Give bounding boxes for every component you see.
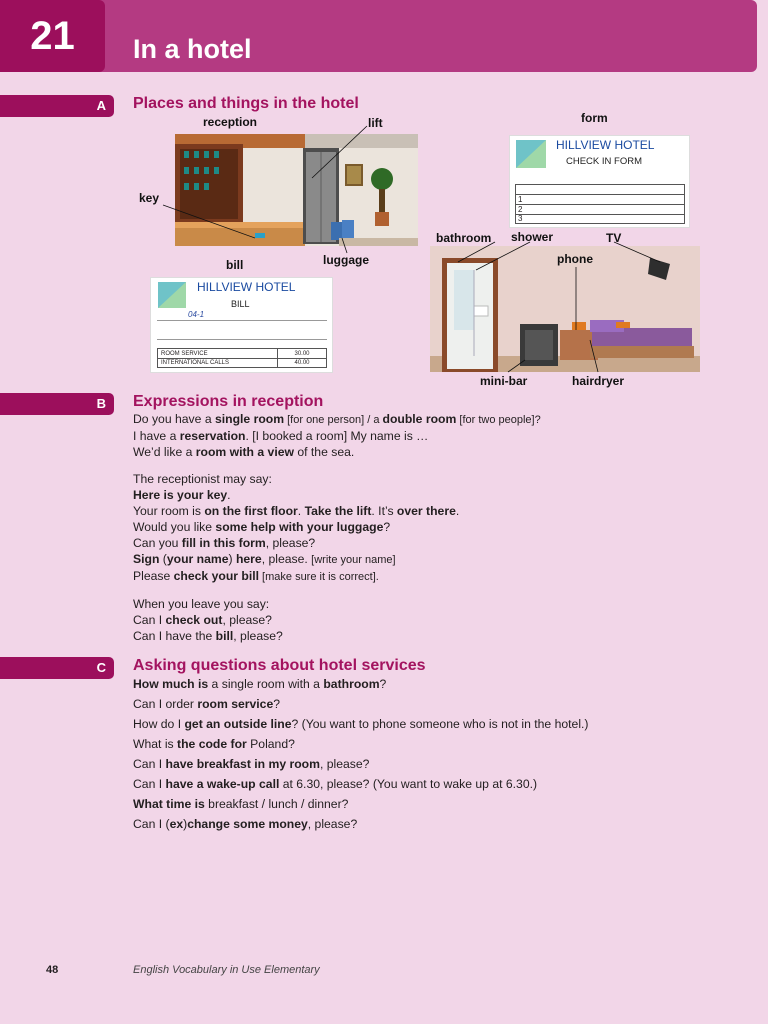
- label-bill: bill: [226, 258, 244, 272]
- text-line: Do you have a single room [for one person] / a double room [for two people]?: [133, 412, 541, 426]
- text-line: What time is breakfast / lunch / dinner?: [133, 797, 349, 811]
- section-c-tab: C: [0, 657, 114, 679]
- bill-hotel-name: HILLVIEW HOTEL: [197, 280, 296, 294]
- bill-number: 04-1: [188, 310, 205, 319]
- text-line: Can I order room service?: [133, 697, 281, 711]
- text-line: Your room is on the first floor. Take the lift. It’s over there.: [133, 504, 460, 518]
- section-a-title: Places and things in the hotel: [133, 95, 359, 112]
- text-line: Can I have breakfast in my room, please?: [133, 757, 370, 771]
- section-c-text: [133, 674, 588, 834]
- label-lift: lift: [368, 116, 383, 130]
- book-title: English Vocabulary in Use Elementary: [133, 964, 320, 976]
- text-line: When you leave you say:: [133, 597, 270, 611]
- page-number: 48: [46, 964, 59, 976]
- section-b-text: [133, 411, 541, 644]
- text-line: Would you like some help with your luggage?: [133, 520, 391, 534]
- text-line: Can I check out, please?: [133, 613, 272, 627]
- text-line: Can I have the bill, please?: [133, 629, 283, 643]
- text-line: Here is your key.: [133, 488, 231, 502]
- text-line: Please check your bill [make sure it is correct].: [133, 569, 379, 583]
- text-line: Can I have a wake-up call at 6.30, please? (You want to wake up at 6.30.): [133, 777, 538, 791]
- checkin-hotel-name: HILLVIEW HOTEL: [556, 138, 655, 152]
- bill-item-name: INTERNATIONAL CALLS: [158, 359, 278, 368]
- label-form: form: [581, 111, 608, 125]
- bill-item-amount: 40.00: [294, 360, 310, 366]
- label-key: key: [139, 191, 160, 205]
- text-line: We’d like a room with a view of the sea.: [133, 445, 355, 459]
- label-shower: shower: [511, 230, 554, 244]
- checkin-row: 3: [518, 214, 523, 223]
- text-line: The receptionist may say:: [133, 472, 272, 486]
- label-pointer-lines: [0, 0, 768, 400]
- text-line: What is the code for Poland?: [133, 737, 295, 751]
- section-c-title: Asking questions about hotel services: [133, 657, 426, 674]
- label-hairdryer: hairdryer: [572, 374, 625, 388]
- text-line: How much is a single room with a bathroom?: [133, 677, 387, 691]
- checkin-row: 1: [516, 195, 684, 205]
- label-luggage: luggage: [323, 253, 370, 267]
- section-b-tab: B: [0, 393, 114, 415]
- section-a-tab: A: [0, 95, 114, 117]
- text-line: Can you fill in this form, please?: [133, 536, 316, 550]
- text-line: I have a reservation. [I booked a room] My name is …: [133, 429, 429, 443]
- label-reception: reception: [203, 115, 258, 129]
- text-line: How do I get an outside line? (You want to phone someone who is not in the hotel.): [133, 717, 589, 731]
- unit-title: In a hotel: [133, 34, 252, 64]
- bill-item-amount: 30.00: [294, 351, 310, 357]
- label-bathroom: bathroom: [436, 231, 492, 245]
- bill-heading: BILL: [231, 299, 250, 309]
- bill-item-name: ROOM SERVICE: [158, 349, 278, 358]
- checkin-row: 2: [516, 205, 684, 215]
- label-tv: TV: [606, 231, 622, 245]
- label-minibar: mini-bar: [480, 374, 528, 388]
- label-phone: phone: [557, 252, 593, 266]
- unit-number: 21: [0, 0, 105, 72]
- checkin-heading: CHECK IN FORM: [566, 156, 642, 167]
- section-b-title: Expressions in reception: [133, 393, 324, 410]
- text-line: Can I (ex)change some money, please?: [133, 817, 358, 831]
- text-line: Sign (your name) here, please. [write your name]: [133, 552, 396, 566]
